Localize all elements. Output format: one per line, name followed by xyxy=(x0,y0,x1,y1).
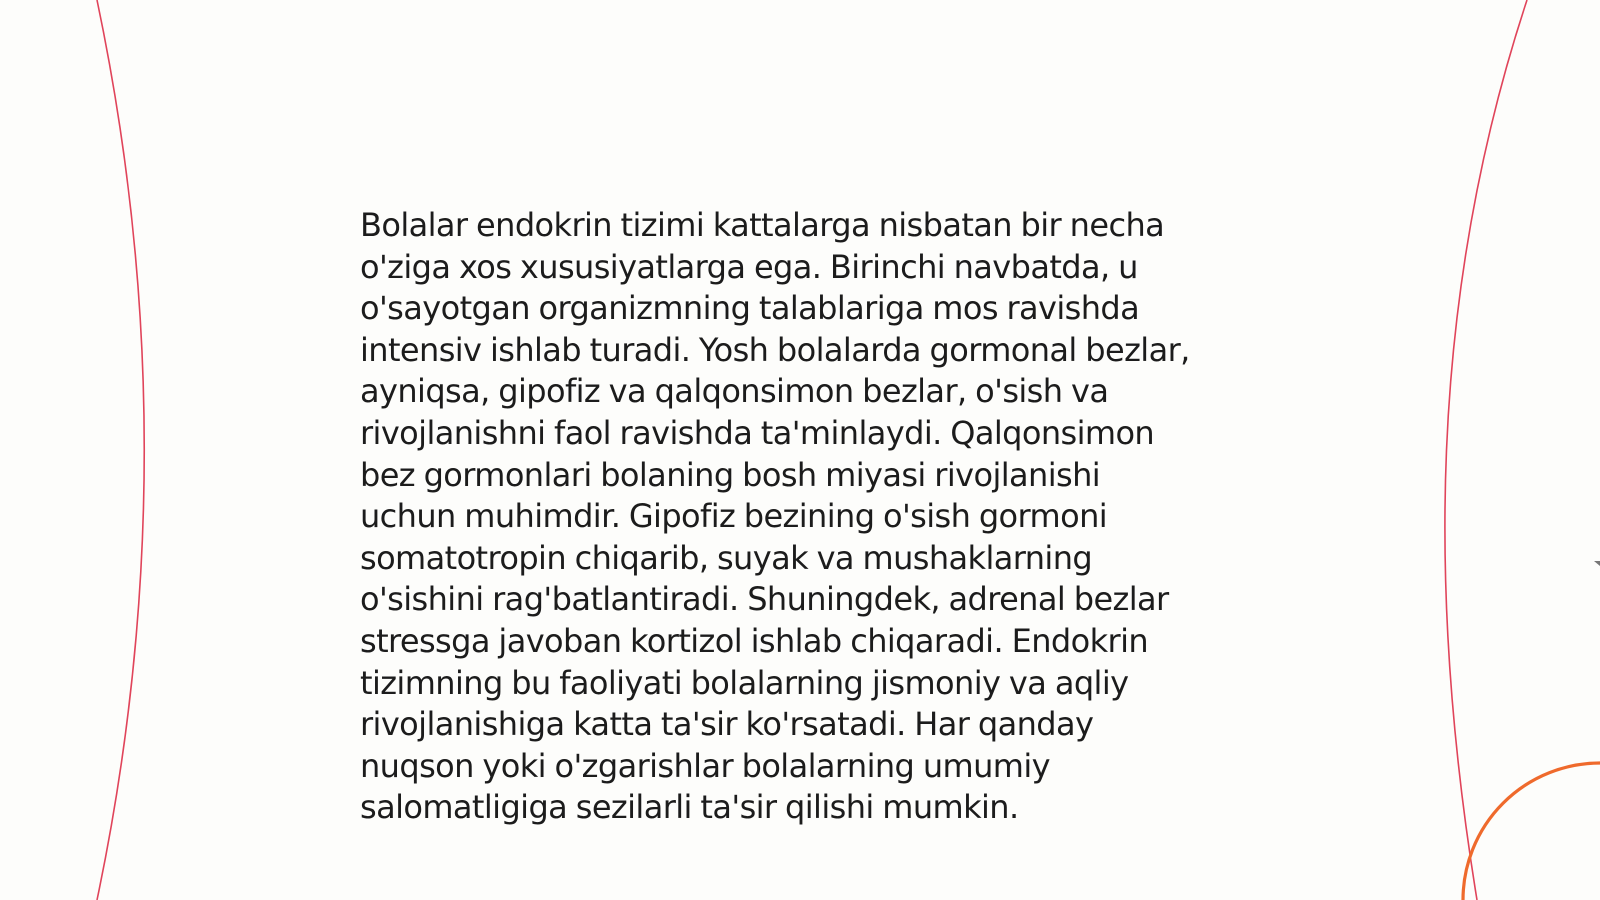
paragraph-line: rivojlanishni faol ravishda ta'minlaydi. Qalqonsimon xyxy=(360,413,1155,452)
paragraph-line: intensiv ishlab turadi. Yosh bolalarda gormonal bezlar, xyxy=(360,330,1190,369)
left-curve-line xyxy=(97,0,144,900)
paragraph-line: ayniqsa, gipofiz va qalqonsimon bezlar, o'sish va xyxy=(360,372,1109,411)
paragraph-line: o'sishini rag'batlantiradi. Shuningdek, adrenal bezlar xyxy=(360,580,1169,619)
paragraph-line: o'sayotgan organizmning talablariga mos ravishda xyxy=(360,289,1140,328)
paragraph-line: salomatligiga sezilarli ta'sir qilishi mumkin. xyxy=(360,788,1019,827)
paragraph-line: somatotropin chiqarib, suyak va mushaklarning xyxy=(360,538,1093,577)
paragraph-line: bez gormonlari bolaning bosh miyasi rivojlanishi xyxy=(360,455,1101,494)
small-arrow-mark xyxy=(1594,561,1600,566)
paragraph-line: o'ziga xos xususiyatlarga ega. Birinchi navbatda, u xyxy=(360,247,1138,286)
body-paragraph xyxy=(360,205,1250,829)
orange-circle-outline xyxy=(1463,763,1600,900)
paragraph-line: uchun muhimdir. Gipofiz bezining o'sish gormoni xyxy=(360,497,1108,536)
paragraph-line: Bolalar endokrin tizimi kattalarga nisbatan bir necha xyxy=(360,206,1165,244)
paragraph-line: stressga javoban kortizol ishlab chiqaradi. Endokrin xyxy=(360,621,1149,660)
paragraph-line: tizimning bu faoliyati bolalarning jismoniy va aqliy xyxy=(360,663,1129,702)
right-curve-line xyxy=(1445,0,1527,900)
paragraph-line: nuqson yoki o'zgarishlar bolalarning umumiy xyxy=(360,746,1050,785)
paragraph-line: rivojlanishiga katta ta'sir ko'rsatadi. Har qanday xyxy=(360,705,1094,744)
